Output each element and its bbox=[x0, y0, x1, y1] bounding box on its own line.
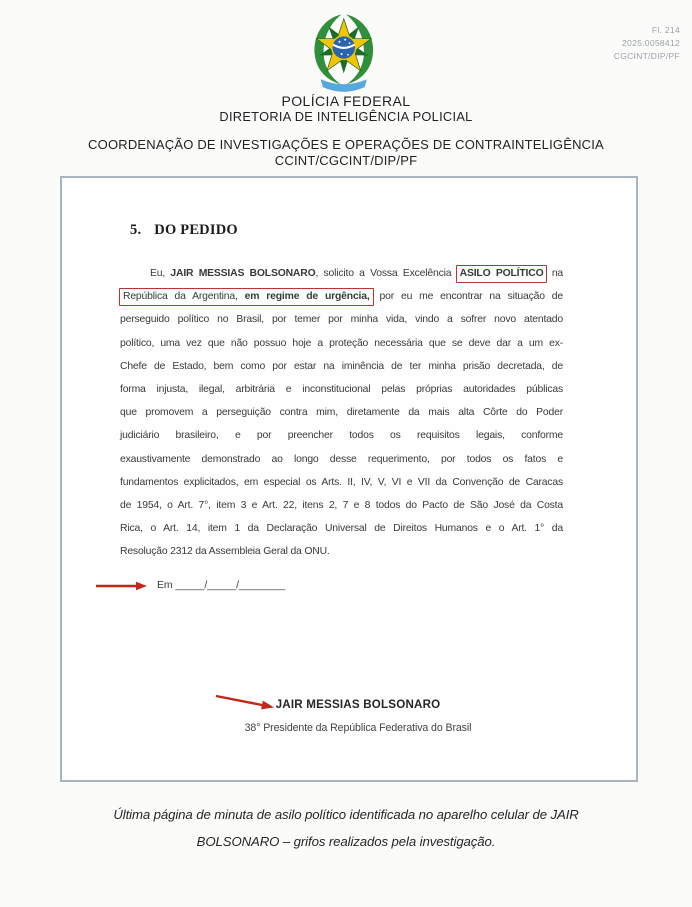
signature-name: JAIR MESSIAS BOLSONARO bbox=[275, 698, 441, 711]
text-run: que promovem a perseguição contra mim, diretamente da mais alta Côrte do Poder bbox=[120, 407, 563, 419]
bold-text-run: JAIR MESSIAS BOLSONARO bbox=[170, 268, 316, 279]
bold-text-run: , bbox=[366, 291, 370, 303]
paragraph-line bbox=[120, 424, 563, 447]
investigation-caption bbox=[0, 801, 692, 855]
paragraph-line bbox=[120, 517, 563, 540]
text-run: fundamentos explicitados, em especial os Arts. II, IV, V, VI e VII da Convenção de Caracas bbox=[120, 476, 563, 488]
paragraph-line bbox=[120, 378, 563, 401]
text-run: República da Argentina, bbox=[123, 291, 245, 303]
investigation-highlight-box bbox=[456, 265, 548, 283]
text-run: Chefe de Estado, bem como por estar na iminência de ter minha prisão decretada, de bbox=[120, 360, 563, 372]
text-run: Rica, o Art. 14, item 1 da Declaração Universal de Direitos Humanos e o Art. 1° da bbox=[120, 523, 563, 535]
date-line-row bbox=[95, 580, 285, 591]
paragraph-line bbox=[120, 471, 563, 494]
text-run: por eu me encontrar na situação de bbox=[372, 291, 564, 303]
coordination-name: COORDENAÇÃO DE INVESTIGAÇÕES E OPERAÇÕES DE CONTRAINTELIGÊNCIA bbox=[88, 137, 604, 152]
signature-title: 38° Presidente da República Federativa do Brasil bbox=[244, 722, 472, 734]
agency-header bbox=[0, 93, 692, 124]
paragraph-line bbox=[120, 332, 563, 355]
paragraph-line bbox=[120, 285, 563, 308]
request-paragraph bbox=[120, 262, 563, 564]
paragraph-line bbox=[120, 494, 563, 517]
caption-line-2: BOLSONARO – grifos realizados pela investigação. bbox=[196, 834, 496, 849]
text-run: Eu, bbox=[150, 268, 171, 279]
text-run: forma injusta, ilegal, arbitrária e inconstitucional pelas próprias autoridades públicas bbox=[120, 384, 563, 396]
coordination-acronym: CCINT/CGCINT/DIP/PF bbox=[274, 152, 418, 168]
text-run: exaustivamente demonstrado ao longo desse requerimento, por todos os fatos e bbox=[120, 453, 563, 465]
paragraph-line bbox=[120, 262, 563, 285]
text-run: perseguido político no Brasil, por temer por minha vida, vindo a sofrer novo atentado bbox=[120, 314, 563, 326]
folio-stamp bbox=[614, 24, 680, 63]
agency-name: POLÍCIA FEDERAL bbox=[281, 93, 411, 109]
text-run: Resolução 2312 da Assembleia Geral da ONU. bbox=[120, 546, 330, 558]
coordination-header bbox=[0, 137, 692, 168]
red-arrow-diagonal-icon bbox=[214, 690, 276, 714]
document-excerpt-frame bbox=[60, 176, 638, 782]
red-arrow-right-icon bbox=[95, 581, 147, 591]
folio-number: Fl. 214 bbox=[651, 25, 680, 35]
text-run: judiciário brasileiro, e por preencher todos os requisitos legais, conforme bbox=[120, 430, 563, 442]
paragraph-line bbox=[120, 308, 563, 331]
section-title-text: DO PEDIDO bbox=[154, 222, 238, 238]
text-run: político, uma vez que não possuo hoje a proteção necessária que se deve dar a um ex- bbox=[120, 337, 563, 349]
paragraph-line bbox=[120, 540, 563, 563]
paragraph-line bbox=[120, 401, 563, 424]
unit-acronym: CGCINT/DIP/PF bbox=[613, 51, 680, 61]
text-run: de 1954, o Art. 7°, item 3 e Art. 22, itens 2, 7 e 8 todos do Pacto de São José da Costa bbox=[120, 500, 563, 512]
paragraph-line bbox=[120, 355, 563, 378]
bold-text-run: ASILO POLÍTICO bbox=[459, 268, 544, 279]
investigation-highlight-box bbox=[119, 288, 374, 306]
caption-line-1: Última página de minuta de asilo político identificada no aparelho celular de JAIR bbox=[113, 807, 579, 822]
bold-text-run: em regime de urgência bbox=[244, 291, 367, 303]
directorate-name: DIRETORIA DE INTELIGÊNCIA POLICIAL bbox=[219, 109, 473, 124]
brazil-coat-of-arms-icon bbox=[307, 10, 381, 103]
section-number: 5. bbox=[130, 222, 142, 238]
text-run: , solicito a Vossa Excelência bbox=[315, 268, 457, 279]
paragraph-line bbox=[120, 448, 563, 471]
case-number: 2025.0058412 bbox=[622, 38, 680, 48]
signature-block bbox=[62, 684, 636, 734]
section-title bbox=[130, 222, 238, 239]
date-blank-line: Em _____/_____/________ bbox=[157, 580, 286, 591]
text-run: na bbox=[546, 268, 564, 279]
